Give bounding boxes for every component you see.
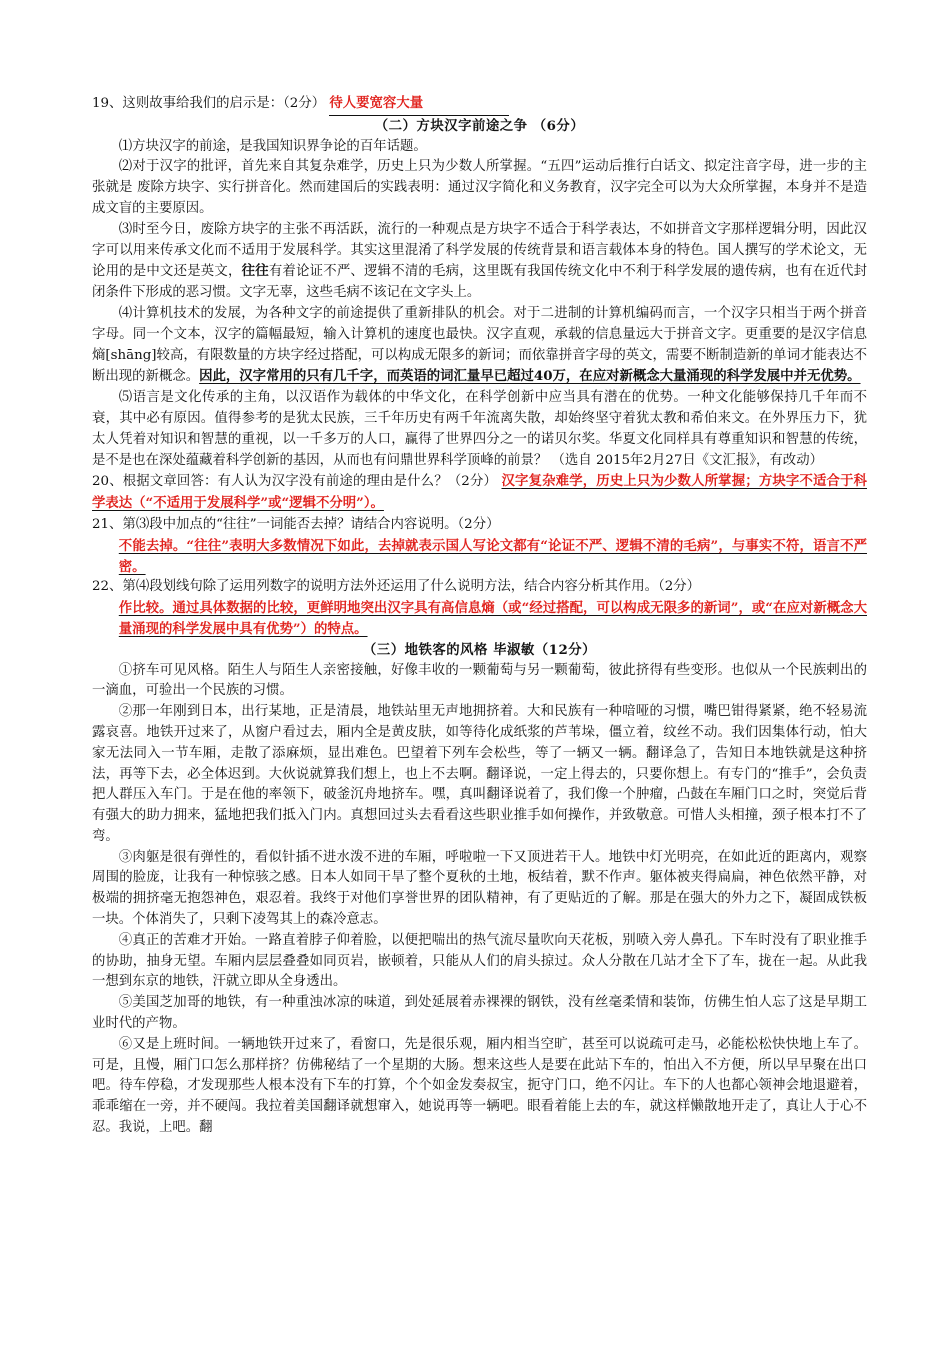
underlined-sentence: 因此，汉字常用的只有几千字，而英语的词汇量早已超过40万，在应对新概念大量涌现的科学发展中并无优势。 [199,368,861,385]
question-19-text: 19、这则故事给我们的启示是：（2分） [92,96,326,111]
question-21: 21、第⑶段中加点的“往往”一词能否去掉？请结合内容说明。（2分） [92,516,500,532]
section-2-paragraph-2: ⑵对于汉字的批评，首先来自其复杂难学，历史上只为少数人所掌握。“五四”运动后推行白话文、拟定注音字母，进一步的主张就是 废除方块字、实行拼音化。然而建国后的实践表明：通过汉字简化和义务教育，汉字完全可以为大众所掌握，本身并不是造成文盲的主要原因。 [92,159,867,216]
section-2-paragraph-3 [92,220,867,304]
question-22-answer: 作比较。通过具体数据的比较，更鲜明地突出汉字具有高信息熵（或“经过搭配，可以构成无限多的新词”，或“在应对新概念大量涌现的科学发展中具有优势”）的特点。 [118,600,867,637]
paragraph-3-part-a: ⑶时至今日，废除方块字的主张不再活跃，流行的一种观点是方块字不适合于科学表达，不如拼音文字那样逻辑分明，因此汉字可以用来传承文化而不适用于发展科学。其实这里混淆了科学发展的传统背景和语言载体本身的特色。国人撰写的学术论文，无论用的是中文还是英文， [92,221,867,280]
section-3-paragraph-3: ③肉躯是很有弹性的，看似针插不进水泼不进的车厢，呼啦啦一下又顶进若干人。地铁中灯光明亮，在如此近的距离内，观察周围的脸庞，让我有一种惊骇之感。日本人如同干旱了整个夏秋的土地，板结着，默不作声。躯体被夹得扁扁，神色依然平静，对极端的拥挤毫无抱怨神色，艰忍着。我终于对他们享誉世界的团队精神，有了更贴近的了解。那是在强大的外力之下，凝固成铁板一块。个体消失了，只剩下凌驾其上的森冷意志。 [92,849,867,928]
question-19-answer-blank[interactable] [329,93,509,116]
question-19-answer: 待人要宽容大量 [329,95,424,111]
section-2-paragraph-1: ⑴方块汉字的前途，是我国知识界争论的百年话题。 [118,138,427,154]
question-20 [92,471,867,515]
question-20-answer: 汉字复杂难学，历史上只为少数人所掌握；方块字不适合于科学表达（“不适用于发展科学”或“逻辑不分明”）。 [92,473,868,512]
section-2-paragraph-5: ⑸语言是文化传承的主角，以汉语作为载体的中华文化，在科学创新中应当具有潜在的优势。一种文化能够保持几千年而不衰，其中必有原因。值得参考的是犹太民族，三千年历史有两千年流离失散，却始终坚守着犹太教和希伯来文。在外界压力下，犹太人凭着对知识和智慧的重视，以一千多万的人口，赢得了世界四分之一的诺贝尔奖。华夏文化同样具有尊重知识和智慧的传统，是不是也在深处蕴藏着科学创新的基因，从而也有问鼎世界科学顶峰的前景？ （选自 2015年2月27日《文汇报》，有改动） [92,390,867,468]
paragraph-3-part-b: 有着论证不严、逻辑不清的毛病，这里既有我国传统文化中不利于科学发展的遗传病，也有在近代封闭条件下形成的恶习惯。文字无辜，这些毛病不该记在文字头上。 [92,264,868,301]
dotted-word-wangwang: 往往 [241,263,269,280]
question-20-text: 20、根据文章回答：有人认为汉字没有前途的理由是什么？（2分） [92,474,498,490]
question-22: 22、第⑷段划线句除了运用列数字的说明方法外还运用了什么说明方法，结合内容分析其作用。（2分） [92,579,701,595]
question-19 [92,93,867,116]
section-2-heading: （二）方块汉字前途之争 （6分） [374,117,585,134]
section-2-paragraph-4 [92,304,867,388]
paragraph-4-part-a: ⑷计算机技术的发展，为各种文字的前途提供了重新排队的机会。对于二进制的计算机编码而言，一个汉字只相当于两个拼音字母。同一个文本，汉字的篇幅最短，输入计算机的速度也最快。汉字直观，承载的信息量远大于拼音文字。更重要的是汉字信息熵[shāng]较高，有限数量的方块字经过搭配，可以构成无限多的新词；而依靠拼音字母的英文，需要不断制造新的单词才能表达不断出现的新概念。 [92,305,867,385]
section-3-paragraph-6: ⑥又是上班时间。一辆地铁开过来了，看窗口，先是很乐观，厢内相当空旷，甚至可以说疏可走马，必能松松快快地上车了。可是，且慢，厢门口怎么那样挤？仿佛秘结了一个星期的大肠。想来这些人是要在此站下车的，怕出入不方便，所以早早聚在出口吧。待车停稳，才发现那些人根本没有下车的打算，个个如金发奏叔宝，扼守门口，绝不闪让。车下的人也都心领神会地退避着，乖乖缩在一旁，并不硬闯。我拉着美国翻译就想窜入，她说再等一辆吧。眼看着能上去的车，就这样懒散地开走了，真让人于心不忍。我说，上吧。翻 [92,1036,867,1136]
section-3-paragraph-1: ①挤车可见风格。陌生人与陌生人亲密接触，好像丰收的一颗葡萄与另一颗葡萄，彼此挤得有些变形。也似从一个民族剌出的一滴血，可验出一个民族的习惯。 [92,662,867,699]
question-21-answer: 不能去掉。“往往”表明大多数情况下如此，去掉就表示国人写论文都有“论证不严、逻辑不清的毛病”，与事实不符，语言不严密。 [118,537,867,575]
document-page [92,92,867,1139]
section-3-heading: （三）地铁客的风格 毕淑敏（12分） [362,641,597,658]
section-3-paragraph-2: ②那一年刚到日本，出行某地，正是清晨，地铁站里无声地拥挤着。大和民族有一种喑哑的习惯，嘴巴钳得紧紧，绝不轻易流露哀喜。地铁开过来了，从窗户看过去，厢内全是黄皮肤，如等待化成纸浆的芦苇垛，僵立着，纹丝不动。我们因集体行动，怕大家无法同入一节车厢，走散了添麻烦，显出难色。巴望着下列车会松些，等了一辆又一辆。翻译急了，告知日本地铁就是这种挤法，再等下去，必全体迟到。大伙说就算我们想上，也上不去啊。翻译说，一定上得去的，只要你想上。有专门的“推手”，会负责把人群压入车门。于是在他的率领下，破釜沉舟地挤车。嘿，真叫翻译说着了，我们像一个肿瘤，凸鼓在车厢门口之时，突觉后背有强大的助力拥来，猛地把我们抵入门内。真想回过头去看看这些职业推手如何操作，并致敬意。可惜人头相撞，颈子根本打不了弯。 [92,704,867,844]
section-3-paragraph-4: ④真正的苦难才开始。一路直着脖子仰着脸，以便把喘出的热气流尽量吹向天花板，别喷入旁人鼻孔。下车时没有了职业推手的协助，抽身无望。车厢内层层叠叠如同页岩，嵌顿着，只能从人们的肩头掠过。众人分散在几站才全下了车，拢在一起。从此我一想到东京的地铁，汗就立即从全身透出。 [92,932,867,990]
section-3-paragraph-5: ⑤美国芝加哥的地铁，有一种重浊冰凉的味道，到处延展着赤裸裸的钢铁，没有丝毫柔情和装饰，仿佛生怕人忘了这是早期工业时代的产物。 [92,995,867,1032]
